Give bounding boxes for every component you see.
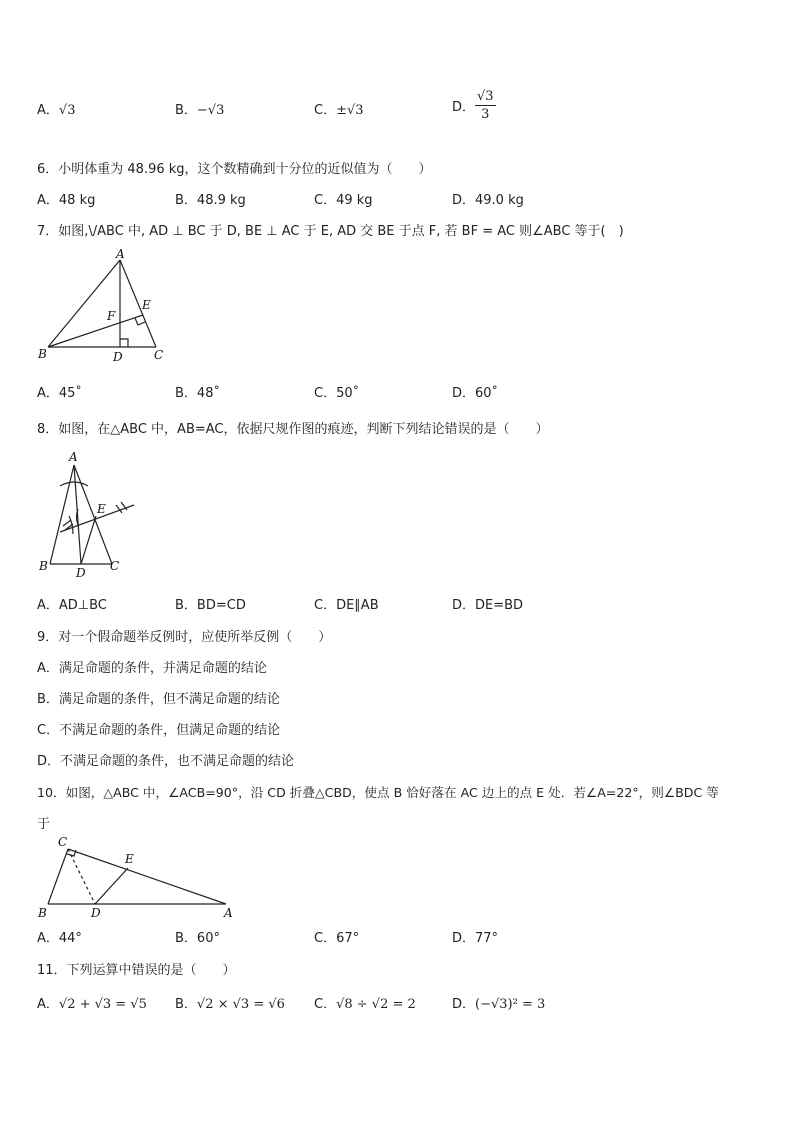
q11-option-b-expression: √2 × √3 = √6	[196, 997, 285, 1012]
q10-option-c[interactable]: C．67°	[314, 931, 360, 946]
q10-label-e: E	[125, 852, 134, 866]
q10-label-a: A	[224, 906, 233, 920]
q6-option-b[interactable]: B．48.9 kg	[175, 193, 246, 208]
q9-stem: 9．对一个假命题举反例时，应使所举反例（ ）	[37, 630, 332, 645]
q8-label-a: A	[69, 450, 78, 464]
q10-stem-line2: 于	[37, 817, 51, 832]
q8-label-e: E	[97, 502, 106, 516]
q8-option-c[interactable]: C．DE∥AB	[314, 598, 379, 613]
q7-label-c: C	[154, 348, 164, 362]
q10-option-d[interactable]: D．77°	[452, 931, 499, 946]
q7-stem: 7．如图,\/ABC 中, AD ⊥ BC 于 D, BE ⊥ AC 于 E, AD 交 BE 于点 F, 若 BF = AC 则∠ABC 等于( )	[37, 224, 624, 239]
q11-stem: 11．下列运算中错误的是（ ）	[37, 963, 236, 978]
q7-figure	[36, 248, 171, 366]
q11-option-b[interactable]: B．√2 × √3 = √6	[175, 997, 285, 1012]
q8-label-b: B	[39, 559, 48, 573]
q11-option-d[interactable]: D．(−√3)² = 3	[452, 997, 546, 1012]
q5-option-a[interactable]: A．√3	[37, 103, 76, 118]
q10-label-d: D	[91, 906, 101, 920]
q11-option-c-expression: √8 ÷ √2 = 2	[336, 997, 416, 1012]
q11-option-d-expression: (−√3)² = 3	[475, 997, 546, 1012]
q11-option-a[interactable]: A．√2 + √3 = √5	[37, 997, 147, 1012]
q8-option-b[interactable]: B．BD=CD	[175, 598, 246, 613]
q7-label-a: A	[116, 248, 125, 261]
q7-option-a[interactable]: A．45˚	[37, 386, 82, 401]
q9-option-d[interactable]: D．不满足命题的条件，也不满足命题的结论	[37, 754, 295, 769]
q7-option-d[interactable]: D．60˚	[452, 386, 499, 401]
q10-stem-line1: 10．如图，△ABC 中，∠ACB=90°，沿 CD 折叠△CBD，使点 B 恰好落在 AC 边上的点 E 处．若∠A=22°，则∠BDC 等	[37, 785, 719, 800]
q6-option-d[interactable]: D．49.0 kg	[452, 193, 524, 208]
q9-option-b[interactable]: B．满足命题的条件，但不满足命题的结论	[37, 692, 280, 707]
q10-label-b: B	[38, 906, 47, 920]
q8-stem: 8．如图，在△ABC 中，AB=AC，依据尺规作图的痕迹，判断下列结论错误的是（ ）	[37, 422, 549, 437]
q5-option-c-value: ±√3	[336, 103, 364, 118]
q10-option-b[interactable]: B．60°	[175, 931, 220, 946]
q10-option-a[interactable]: A．44°	[37, 931, 82, 946]
q6-option-a[interactable]: A．48 kg	[37, 193, 96, 208]
q10-label-c: C	[58, 835, 68, 849]
q10-figure	[36, 834, 241, 920]
q5-option-b-value: −√3	[196, 103, 225, 118]
q5-option-d[interactable]: D． $\frac{√3}{3}$	[452, 89, 494, 122]
q8-figure	[36, 448, 141, 580]
q5-option-a-value: √3	[58, 103, 76, 118]
q6-stem: 6．小明体重为 48.96 kg，这个数精确到十分位的近似值为（ ）	[37, 162, 432, 177]
q5-option-d-fraction: $\frac{√3}{3}$	[477, 89, 494, 122]
q9-option-c[interactable]: C．不满足命题的条件，但满足命题的结论	[37, 723, 281, 738]
q7-option-b[interactable]: B．48˚	[175, 386, 220, 401]
q8-label-c: C	[110, 559, 120, 573]
q8-option-a[interactable]: A．AD⊥BC	[37, 598, 107, 613]
q7-label-d: D	[113, 350, 123, 364]
q11-option-c[interactable]: C．√8 ÷ √2 = 2	[314, 997, 416, 1012]
q7-label-b: B	[38, 347, 47, 361]
q9-option-a[interactable]: A．满足命题的条件，并满足命题的结论	[37, 661, 267, 676]
q5-option-c[interactable]: C．±√3	[314, 103, 364, 118]
q7-label-f: F	[107, 309, 116, 323]
q11-option-a-expression: √2 + √3 = √5	[58, 997, 147, 1012]
q8-label-d: D	[76, 566, 86, 580]
q7-option-c[interactable]: C．50˚	[314, 386, 360, 401]
q8-option-d[interactable]: D．DE=BD	[452, 598, 524, 613]
q6-option-c[interactable]: C．49 kg	[314, 193, 373, 208]
q5-option-b[interactable]: B．−√3	[175, 103, 225, 118]
q7-label-e: E	[142, 298, 151, 312]
